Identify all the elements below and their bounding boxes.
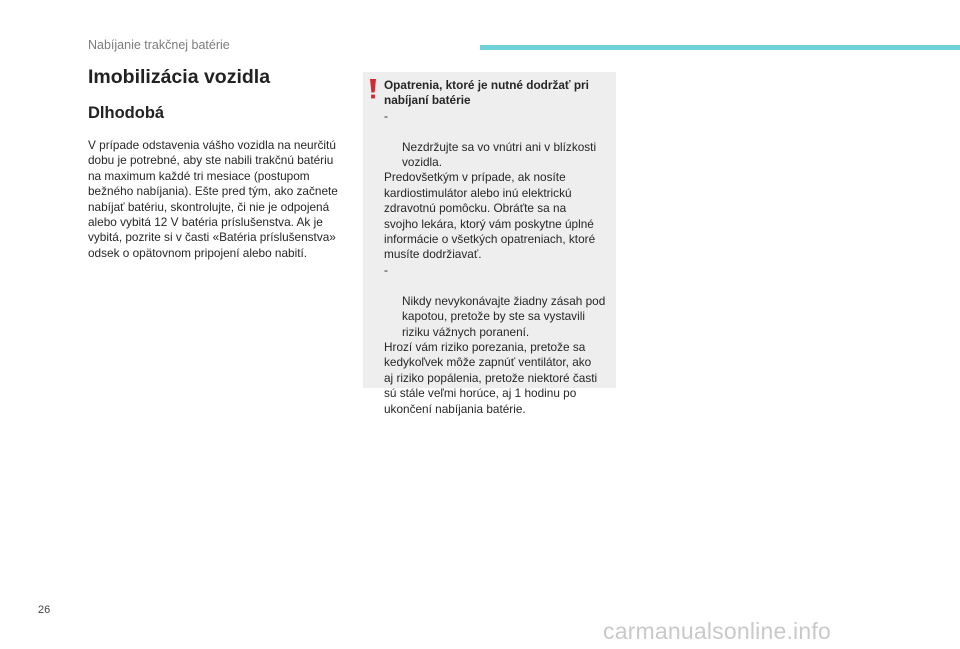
list-dash: -: [384, 108, 388, 123]
section-subtitle: Dlhodobá: [88, 104, 165, 122]
section-header: Nabíjanie trakčnej batérie: [88, 38, 230, 52]
header-accent-bar: [480, 45, 960, 50]
exclamation-icon: [369, 79, 377, 99]
warning-item-text: Nikdy nevykonávajte žiadny zásah pod kapotou, pretože by ste sa vystavili riziku vážnych poranení.: [402, 293, 606, 339]
warning-title: Opatrenia, ktoré je nutné dodržať pri nabíjaní batérie: [384, 78, 589, 108]
warning-paragraph: Hrozí vám riziko porezania, pretože sa kedykoľvek môže zapnúť ventilátor, ako aj riziko popálenia, pretože niektoré časti sú stále veľmi horúce, aj 1 hodinu po ukončení nabíjania batérie.: [384, 339, 598, 416]
watermark: carmanualsonline.info: [603, 618, 831, 644]
page-title: Imobilizácia vozidla: [88, 66, 271, 88]
warning-content: [384, 78, 616, 417]
body-paragraph: V prípade odstavenia vášho vozidla na neurčitú dobu je potrebné, aby ste nabili trakčnú batériu na maximum každé tri mesiace (postupom bežného nabíjania). Ešte pred tým, ako začnete nabíjať batériu, skontrolujte, či nie je odpojená alebo vybitá 12 V batéria príslušenstva. Ak je vybitá, pozrite si v časti «Batéria príslušenstva» odsek o opätovnom pripojení alebo nabití.: [88, 138, 338, 260]
warning-list-item: [384, 263, 616, 340]
warning-paragraph: Predovšetkým v prípade, ak nosíte kardiostimulátor alebo inú elektrickú zdravotnú pomôcku. Obráťte sa na svojho lekára, ktorý vám poskytne úplné informácie o všetkých opatreniach, ktoré musíte dodržiavať.: [384, 170, 596, 262]
page-number: 26: [38, 604, 51, 616]
list-dash: -: [384, 262, 388, 277]
warning-item-text: Nezdržujte sa vo vnútri ani v blízkosti vozidla.: [402, 139, 597, 170]
warning-list-item: [384, 109, 616, 171]
